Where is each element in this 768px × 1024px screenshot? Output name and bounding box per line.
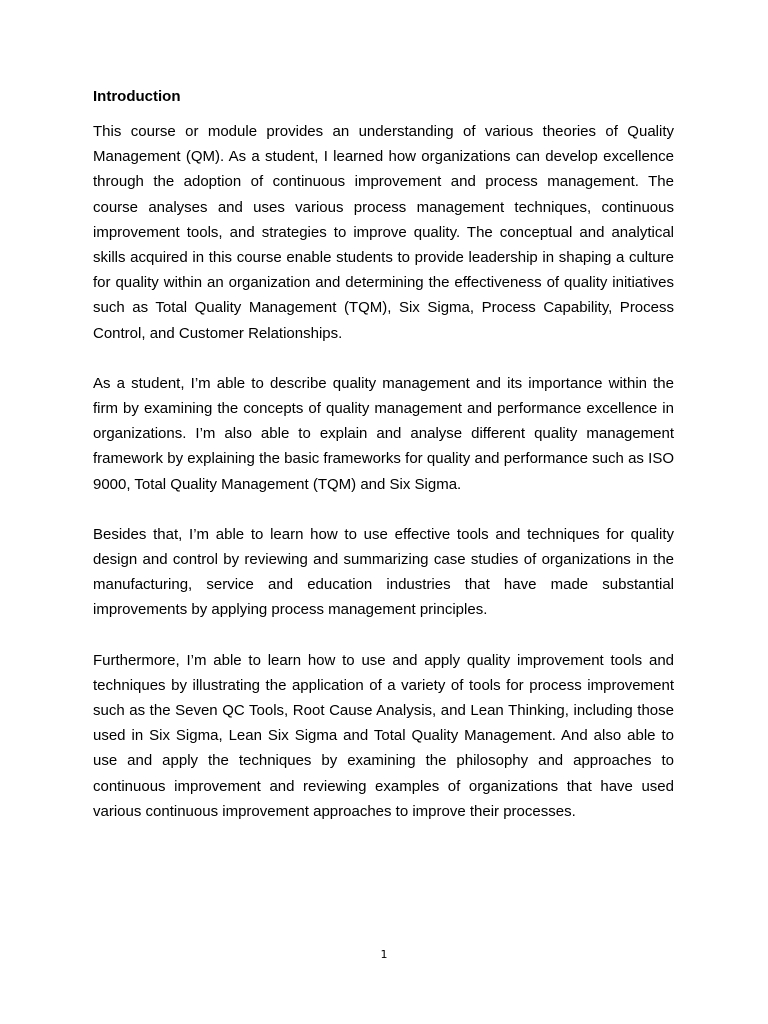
paragraph-quality-management: As a student, I’m able to describe quality management and its importance within the firm by examining the concepts of quality management and performance excellence in organizations. I’m also able to explain and analyse different quality management framework by explaining the basic frameworks for quality and performance such as ISO 9000, Total Quality Management (TQM) and Six Sigma. <box>93 374 674 493</box>
page-number: 1 <box>380 948 388 961</box>
document-body <box>93 87 674 849</box>
paragraph-course-overview: This course or module provides an understanding of various theories of Quality Management (QM). As a student, I learned how organizations can develop excellence through the adoption of continuous improvement and process management. The course analyses and uses various process management techniques, continuous improvement tools, and strategies to improve quality. The conceptual and analytical skills acquired in this course enable students to provide leadership in shaping a culture for quality within an organization and determining the effectiveness of quality initiatives such as Total Quality Management (TQM), Six Sigma, Process Capability, Process Control, and Customer Relationships. <box>93 123 674 342</box>
paragraph-improvement-tools: Furthermore, I’m able to learn how to use and apply quality improvement tools and techniques by illustrating the application of a variety of tools for process improvement such as the Seven QC Tools, Root Cause Analysis, and Lean Thinking, including those used in Six Sigma, Lean Six Sigma and Total Quality Management. And also able to use and apply the techniques by examining the philosophy and approaches to continuous improvement and reviewing examples of organizations that have used various continuous improvement approaches to improve their processes. <box>93 651 674 820</box>
paragraph-tools-techniques: Besides that, I’m able to learn how to use effective tools and techniques for quality design and control by reviewing and summarizing case studies of organizations in the manufacturing, service and education industries that have made substantial improvements by applying process management principles. <box>93 525 674 619</box>
section-heading: Introduction <box>93 88 181 105</box>
